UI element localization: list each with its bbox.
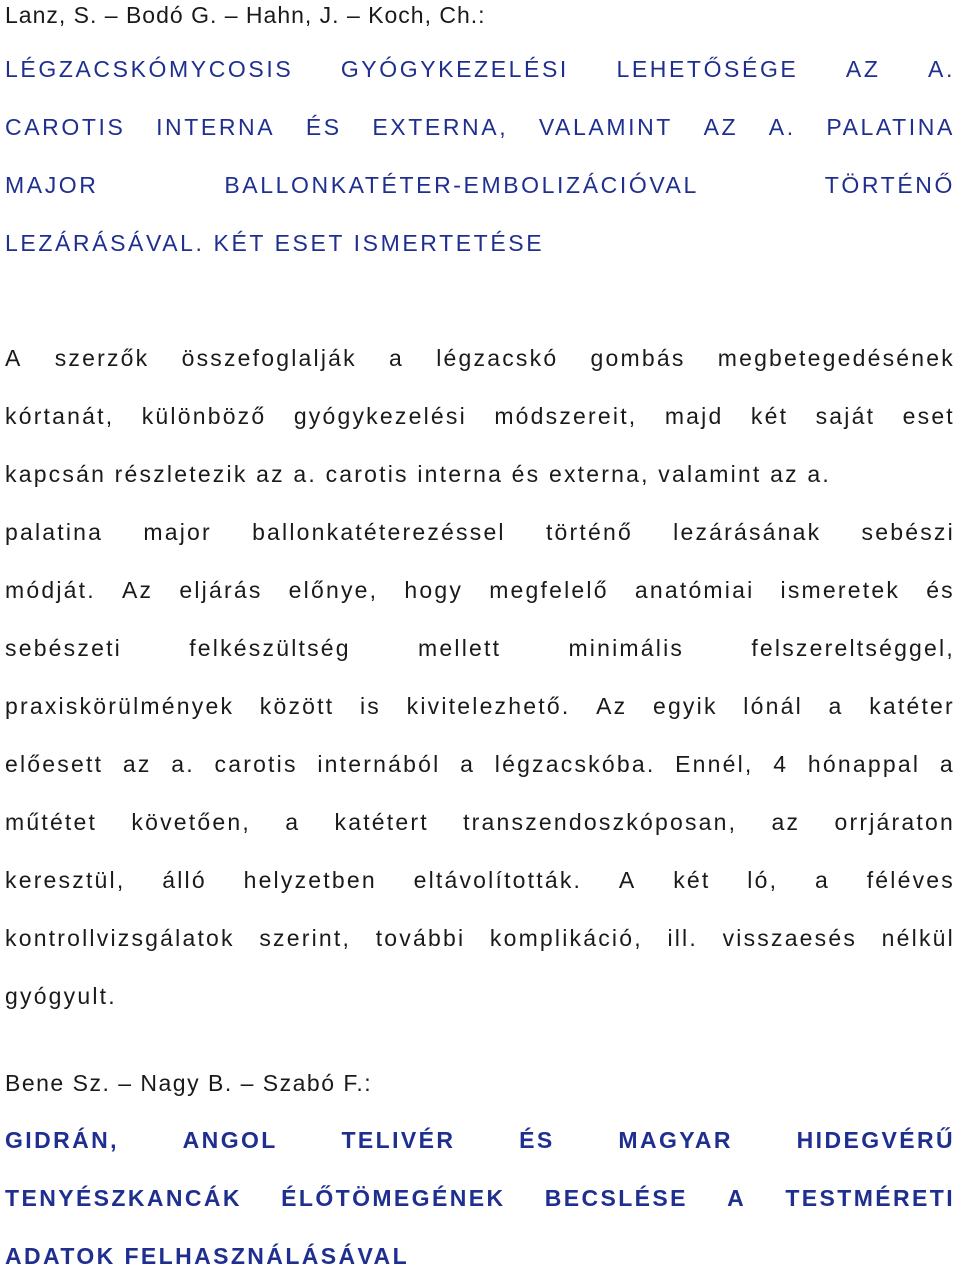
abstract-line-8: [5, 749, 955, 779]
word: katéter: [869, 693, 955, 719]
word: INTERNA: [156, 114, 276, 140]
word: ismeretek: [780, 577, 901, 603]
abstract-line-10: [5, 865, 955, 895]
word: megbetegedésének: [717, 345, 955, 371]
word: sebészi: [861, 519, 955, 545]
word: interna: [417, 461, 504, 487]
word: ADATOK FELHASZNÁLÁSÁVAL: [5, 1243, 410, 1269]
word: eljárás: [179, 577, 263, 603]
word: A.: [768, 114, 796, 140]
word: az: [122, 751, 152, 777]
word: különböző: [141, 403, 267, 429]
word: légzacskó: [436, 345, 559, 371]
word: majd: [664, 403, 724, 429]
word: a: [939, 751, 955, 777]
word: Az: [121, 577, 154, 603]
word: részletezik: [114, 461, 248, 487]
word: VALAMINT: [538, 114, 673, 140]
article2-title-line-2: [5, 1183, 955, 1213]
word: kapcsán: [5, 461, 107, 487]
abstract-line-11: [5, 923, 955, 953]
word: orrjáraton: [834, 809, 955, 835]
word: palatina: [5, 519, 104, 545]
word: AZ: [703, 114, 739, 140]
word: sebészeti: [5, 635, 122, 661]
word: az: [256, 461, 285, 487]
article2-authors: Bene Sz. – Nagy B. – Szabó F.:: [5, 1070, 373, 1096]
article1-title-line-3: [5, 170, 955, 200]
word: az: [770, 461, 799, 487]
word: A: [5, 345, 23, 371]
word: hónappal: [807, 751, 921, 777]
word: a.: [293, 461, 317, 487]
word: ballonkatéterezéssel: [252, 519, 506, 545]
abstract-line-1: [5, 343, 955, 373]
word: ÉS: [519, 1127, 555, 1153]
word: transzendoszkóposan,: [463, 809, 738, 835]
word: AZ: [845, 56, 881, 82]
word: TELIVÉR: [341, 1127, 456, 1153]
word: EXTERNA,: [372, 114, 509, 140]
word: internából: [317, 751, 441, 777]
word: ANGOL: [182, 1127, 278, 1153]
word: megfelelő: [489, 577, 609, 603]
abstract-line-3: [5, 459, 955, 489]
abstract-line-7: [5, 691, 955, 721]
word: lezárásának: [673, 519, 822, 545]
word: követően,: [131, 809, 251, 835]
word: A.: [928, 56, 955, 82]
word: előnye,: [288, 577, 379, 603]
word: légzacskóba.: [494, 751, 656, 777]
word: ill.: [667, 925, 698, 951]
word: LÉGZACSKÓMYCOSIS: [5, 56, 294, 82]
word: MAJOR: [5, 172, 99, 198]
word: anatómiai: [634, 577, 755, 603]
word: BALLONKATÉTER-EMBOLIZÁCIÓVAL: [224, 172, 699, 198]
word: minimális: [568, 635, 685, 661]
word: féléves: [866, 867, 955, 893]
word: gombás: [590, 345, 686, 371]
word: kivitelezhető.: [406, 693, 571, 719]
word: hogy: [404, 577, 464, 603]
word: eltávolították.: [413, 867, 583, 893]
abstract-line-5: [5, 575, 955, 605]
word: katétert: [334, 809, 429, 835]
word: műtétet: [5, 809, 98, 835]
word: TÖRTÉNŐ: [824, 172, 955, 198]
word: TESTMÉRETI: [785, 1185, 955, 1211]
word: LEZÁRÁSÁVAL. KÉT ESET ISMERTETÉSE: [5, 230, 545, 256]
word: eset: [902, 403, 955, 429]
word: a: [389, 345, 405, 371]
word: lónál: [743, 693, 803, 719]
word: BECSLÉSE: [544, 1185, 688, 1211]
abstract-line-12: [5, 981, 955, 1011]
word: között: [259, 693, 335, 719]
word: valamint: [658, 461, 762, 487]
word: nélkül: [881, 925, 955, 951]
word: szerint,: [259, 925, 352, 951]
word: álló: [162, 867, 207, 893]
word: kórtanát,: [5, 403, 115, 429]
word: felszereltséggel,: [751, 635, 955, 661]
word: praxiskörülmények: [5, 693, 235, 719]
word: carotis: [325, 461, 409, 487]
word: keresztül,: [5, 867, 126, 893]
word: major: [143, 519, 212, 545]
article2-title-line-1: [5, 1125, 955, 1155]
word: módszereit,: [494, 403, 638, 429]
word: felkészültség: [189, 635, 351, 661]
word: GIDRÁN,: [5, 1127, 119, 1153]
word: és: [926, 577, 955, 603]
word: ÉLŐTÖMEGÉNEK: [281, 1185, 506, 1211]
word: szerzők: [54, 345, 150, 371]
word: két: [673, 867, 711, 893]
word: történő: [545, 519, 633, 545]
word: CAROTIS: [5, 114, 126, 140]
article1-title-line-2: [5, 112, 955, 142]
word: Az: [596, 693, 628, 719]
article1-authors: Lanz, S. – Bodó G. – Hahn, J. – Koch, Ch.:: [5, 2, 486, 28]
word: Ennél,: [675, 751, 754, 777]
word: további: [375, 925, 466, 951]
word: A: [727, 1185, 747, 1211]
abstract-line-6: [5, 633, 955, 663]
word: a: [814, 867, 830, 893]
word: a.: [807, 461, 832, 487]
word: PALATINA: [826, 114, 955, 140]
word: gyógykezelési: [293, 403, 467, 429]
word: az: [771, 809, 801, 835]
word: a: [285, 809, 301, 835]
abstract-line-4: [5, 517, 955, 547]
word: és: [511, 461, 541, 487]
word: gyógyult.: [5, 983, 117, 1009]
abstract-line-2: [5, 401, 955, 431]
word: 4: [773, 751, 789, 777]
word: LEHETŐSÉGE: [616, 56, 799, 82]
word: mellett: [418, 635, 502, 661]
article1-title-line-4: [5, 228, 955, 258]
article2-title-line-3: [5, 1241, 955, 1271]
word: visszaesés: [722, 925, 858, 951]
word: ÉS: [305, 114, 342, 140]
word: kontrollvizsgálatok: [5, 925, 235, 951]
word: összefoglalják: [181, 345, 357, 371]
word: carotis: [214, 751, 298, 777]
word: két: [750, 403, 789, 429]
word: előesett: [5, 751, 104, 777]
abstract-line-9: [5, 807, 955, 837]
word: módját.: [5, 577, 96, 603]
word: A: [618, 867, 637, 893]
word: a: [460, 751, 476, 777]
word: egyik: [652, 693, 718, 719]
word: GYÓGYKEZELÉSI: [340, 56, 569, 82]
word: komplikáció,: [489, 925, 643, 951]
article1-title-line-1: [5, 54, 955, 84]
word: a.: [171, 751, 195, 777]
word: externa,: [548, 461, 650, 487]
word: MAGYAR: [618, 1127, 733, 1153]
word: a: [828, 693, 844, 719]
word: ló,: [747, 867, 779, 893]
word: HIDEGVÉRŰ: [796, 1127, 955, 1153]
word: helyzetben: [243, 867, 377, 893]
word: saját: [815, 403, 876, 429]
word: TENYÉSZKANCÁK: [5, 1185, 242, 1211]
word: is: [360, 693, 382, 719]
